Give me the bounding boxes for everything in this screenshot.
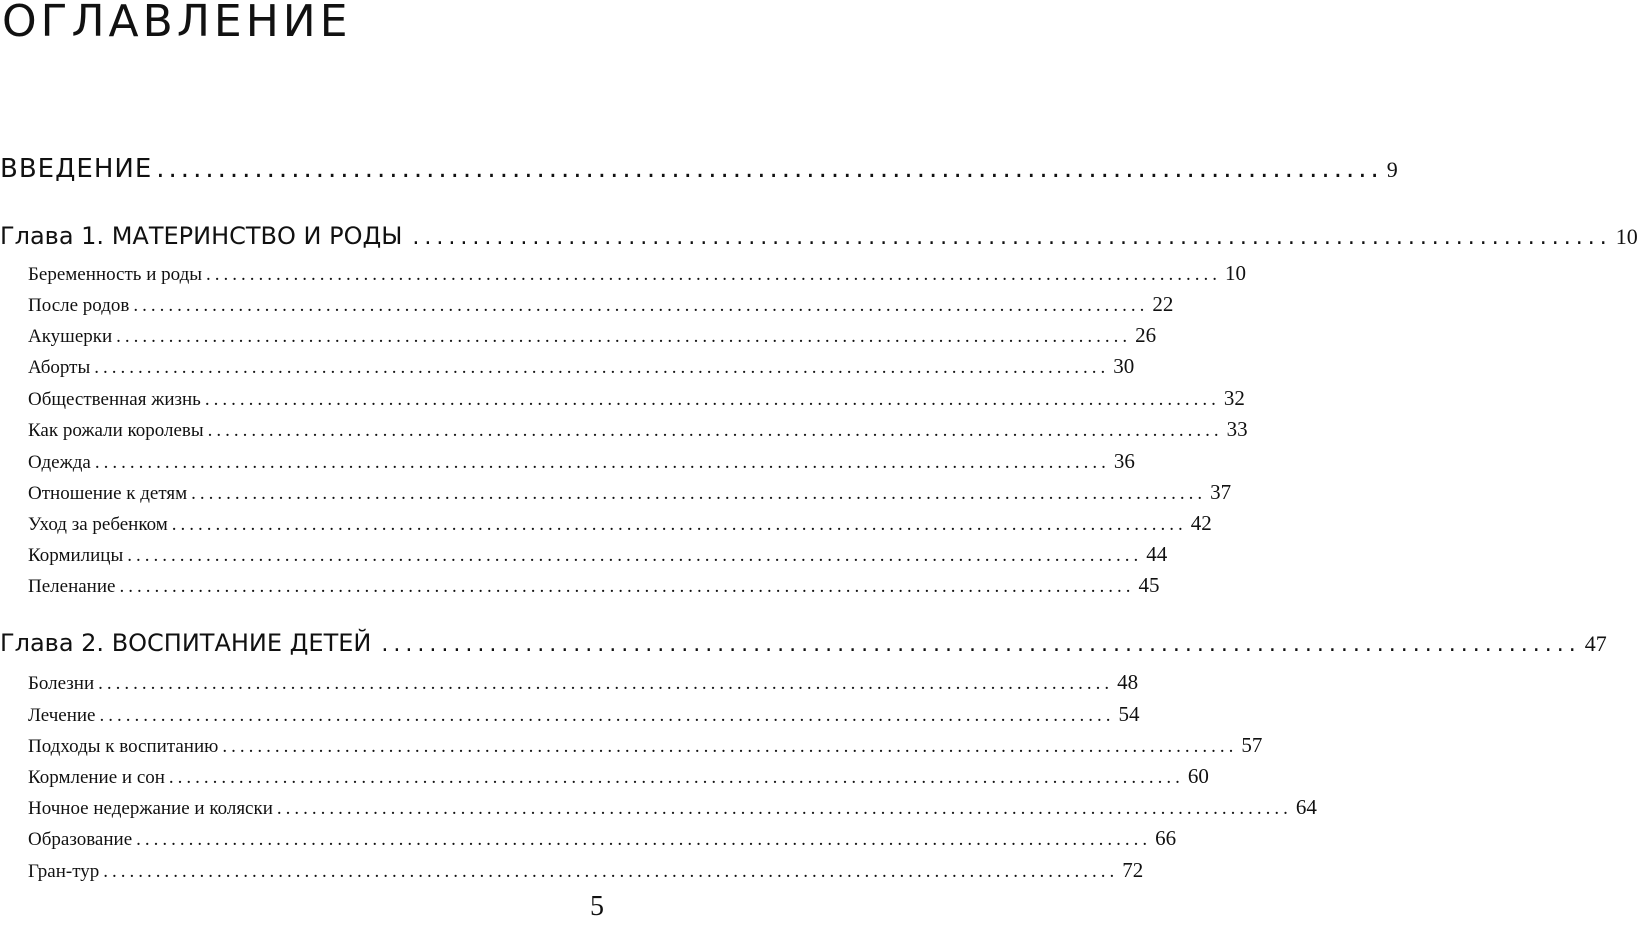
dot-leader: ....................................................................................................................: [116, 326, 1132, 347]
toc-section-page: 33: [1226, 417, 1248, 441]
toc-section-page: 44: [1146, 542, 1168, 566]
toc-section-label: Подходы к воспитанию: [28, 736, 219, 757]
toc-section-label: Акушерки: [28, 326, 113, 347]
toc-section-page: 66: [1155, 826, 1177, 850]
dot-leader: ....................................................................................................................: [222, 736, 1238, 757]
dot-leader: ....................................................................................................................: [136, 829, 1152, 850]
dot-leader: ....................................................................................................................: [127, 545, 1143, 566]
dot-leader: ....................................................................................................................: [103, 861, 1119, 882]
toc-section-page: 54: [1118, 702, 1140, 726]
toc-section[interactable]: [28, 417, 1248, 442]
toc-section[interactable]: [28, 261, 1246, 286]
toc-section-page: 42: [1190, 511, 1212, 535]
toc-section-page: 26: [1135, 323, 1157, 347]
toc-section-label: Кормилицы: [28, 545, 124, 566]
toc-section-page: 22: [1152, 292, 1174, 316]
toc-section[interactable]: [28, 480, 1232, 505]
dot-leader: ....................................................................................................................: [133, 295, 1149, 316]
toc-section-label: Беременность и роды: [28, 264, 202, 285]
toc-entry-page: 9: [1386, 157, 1398, 182]
toc-section-label: Гран-тур: [28, 861, 100, 882]
toc-section[interactable]: [28, 764, 1209, 789]
toc-section-label: Уход за ребенком: [28, 514, 168, 535]
toc-section[interactable]: [28, 511, 1212, 536]
page-number: 5: [590, 891, 604, 922]
toc-section[interactable]: [28, 670, 1139, 695]
toc-section[interactable]: [28, 323, 1157, 348]
toc-section[interactable]: [28, 858, 1144, 883]
toc-entry-introduction[interactable]: [0, 154, 1398, 184]
toc-chapter-page: 10: [1615, 224, 1638, 249]
toc-entry-label: ВВЕДЕНИЕ: [0, 154, 153, 184]
toc-chapter-label: Глава 2. ВОСПИТАНИЕ ДЕТЕЙ: [0, 629, 372, 657]
toc-section-label: Кормление и сон: [28, 767, 165, 788]
dot-leader: ....................................................................................................................: [204, 389, 1220, 410]
dot-leader: ....................................................................................................: [156, 154, 1383, 184]
dot-leader: ....................................................................................................................: [94, 452, 1110, 473]
dot-leader: ....................................................................................................................: [99, 705, 1115, 726]
toc-section-label: Ночное недержание и коляски: [28, 798, 273, 819]
dot-leader: ....................................................................................................: [412, 225, 1612, 250]
dot-leader: ....................................................................................................: [381, 632, 1581, 657]
toc-section-label: Болезни: [28, 673, 95, 694]
toc-chapter-page: 47: [1584, 631, 1607, 656]
toc-section[interactable]: [28, 386, 1245, 411]
toc-section-page: 45: [1138, 573, 1160, 597]
toc-section-page: 10: [1225, 261, 1246, 285]
toc-section[interactable]: [28, 354, 1135, 379]
toc-section-page: 48: [1117, 670, 1139, 694]
toc-section-label: Как рожали королевы: [28, 420, 204, 441]
toc-chapter-1[interactable]: [0, 222, 1638, 250]
toc-section[interactable]: [28, 733, 1263, 758]
dot-leader: ....................................................................................................................: [94, 357, 1110, 378]
toc-section-label: Образование: [28, 829, 133, 850]
toc-section-page: 72: [1122, 858, 1144, 882]
dot-leader: ....................................................................................................................: [206, 264, 1221, 285]
toc-section-label: Общественная жизнь: [28, 389, 201, 410]
toc-section-label: Пеленание: [28, 576, 116, 597]
toc-section-page: 57: [1241, 733, 1263, 757]
dot-leader: ....................................................................................................................: [191, 483, 1207, 504]
page-title: ОГЛАВЛЕНИЕ: [2, 0, 352, 47]
dot-leader: ....................................................................................................................: [276, 798, 1292, 819]
toc-section-label: Отношение к детям: [28, 483, 188, 504]
toc-section-label: Лечение: [28, 705, 96, 726]
toc-chapter-label: Глава 1. МАТЕРИНСТВО И РОДЫ: [0, 222, 403, 250]
toc-section[interactable]: [28, 573, 1160, 598]
toc-section[interactable]: [28, 449, 1135, 474]
toc-section[interactable]: [28, 702, 1140, 727]
toc-section-page: 32: [1223, 386, 1245, 410]
toc-section[interactable]: [28, 292, 1174, 317]
toc-section-label: После родов: [28, 295, 130, 316]
dot-leader: ....................................................................................................................: [207, 420, 1223, 441]
toc-section[interactable]: [28, 542, 1168, 567]
toc-section-label: Одежда: [28, 452, 91, 473]
toc-section-page: 37: [1210, 480, 1232, 504]
toc-section-page: 36: [1113, 449, 1135, 473]
toc-chapter-2[interactable]: [0, 629, 1607, 657]
toc-section[interactable]: [28, 826, 1177, 851]
toc-section-label: Аборты: [28, 357, 91, 378]
dot-leader: ....................................................................................................................: [119, 576, 1135, 597]
toc-section-page: 30: [1113, 354, 1135, 378]
toc-section-page: 60: [1187, 764, 1209, 788]
dot-leader: ....................................................................................................................: [168, 767, 1184, 788]
dot-leader: ....................................................................................................................: [98, 673, 1114, 694]
dot-leader: ....................................................................................................................: [171, 514, 1187, 535]
toc-section[interactable]: [28, 795, 1317, 820]
toc-section-page: 64: [1295, 795, 1317, 819]
